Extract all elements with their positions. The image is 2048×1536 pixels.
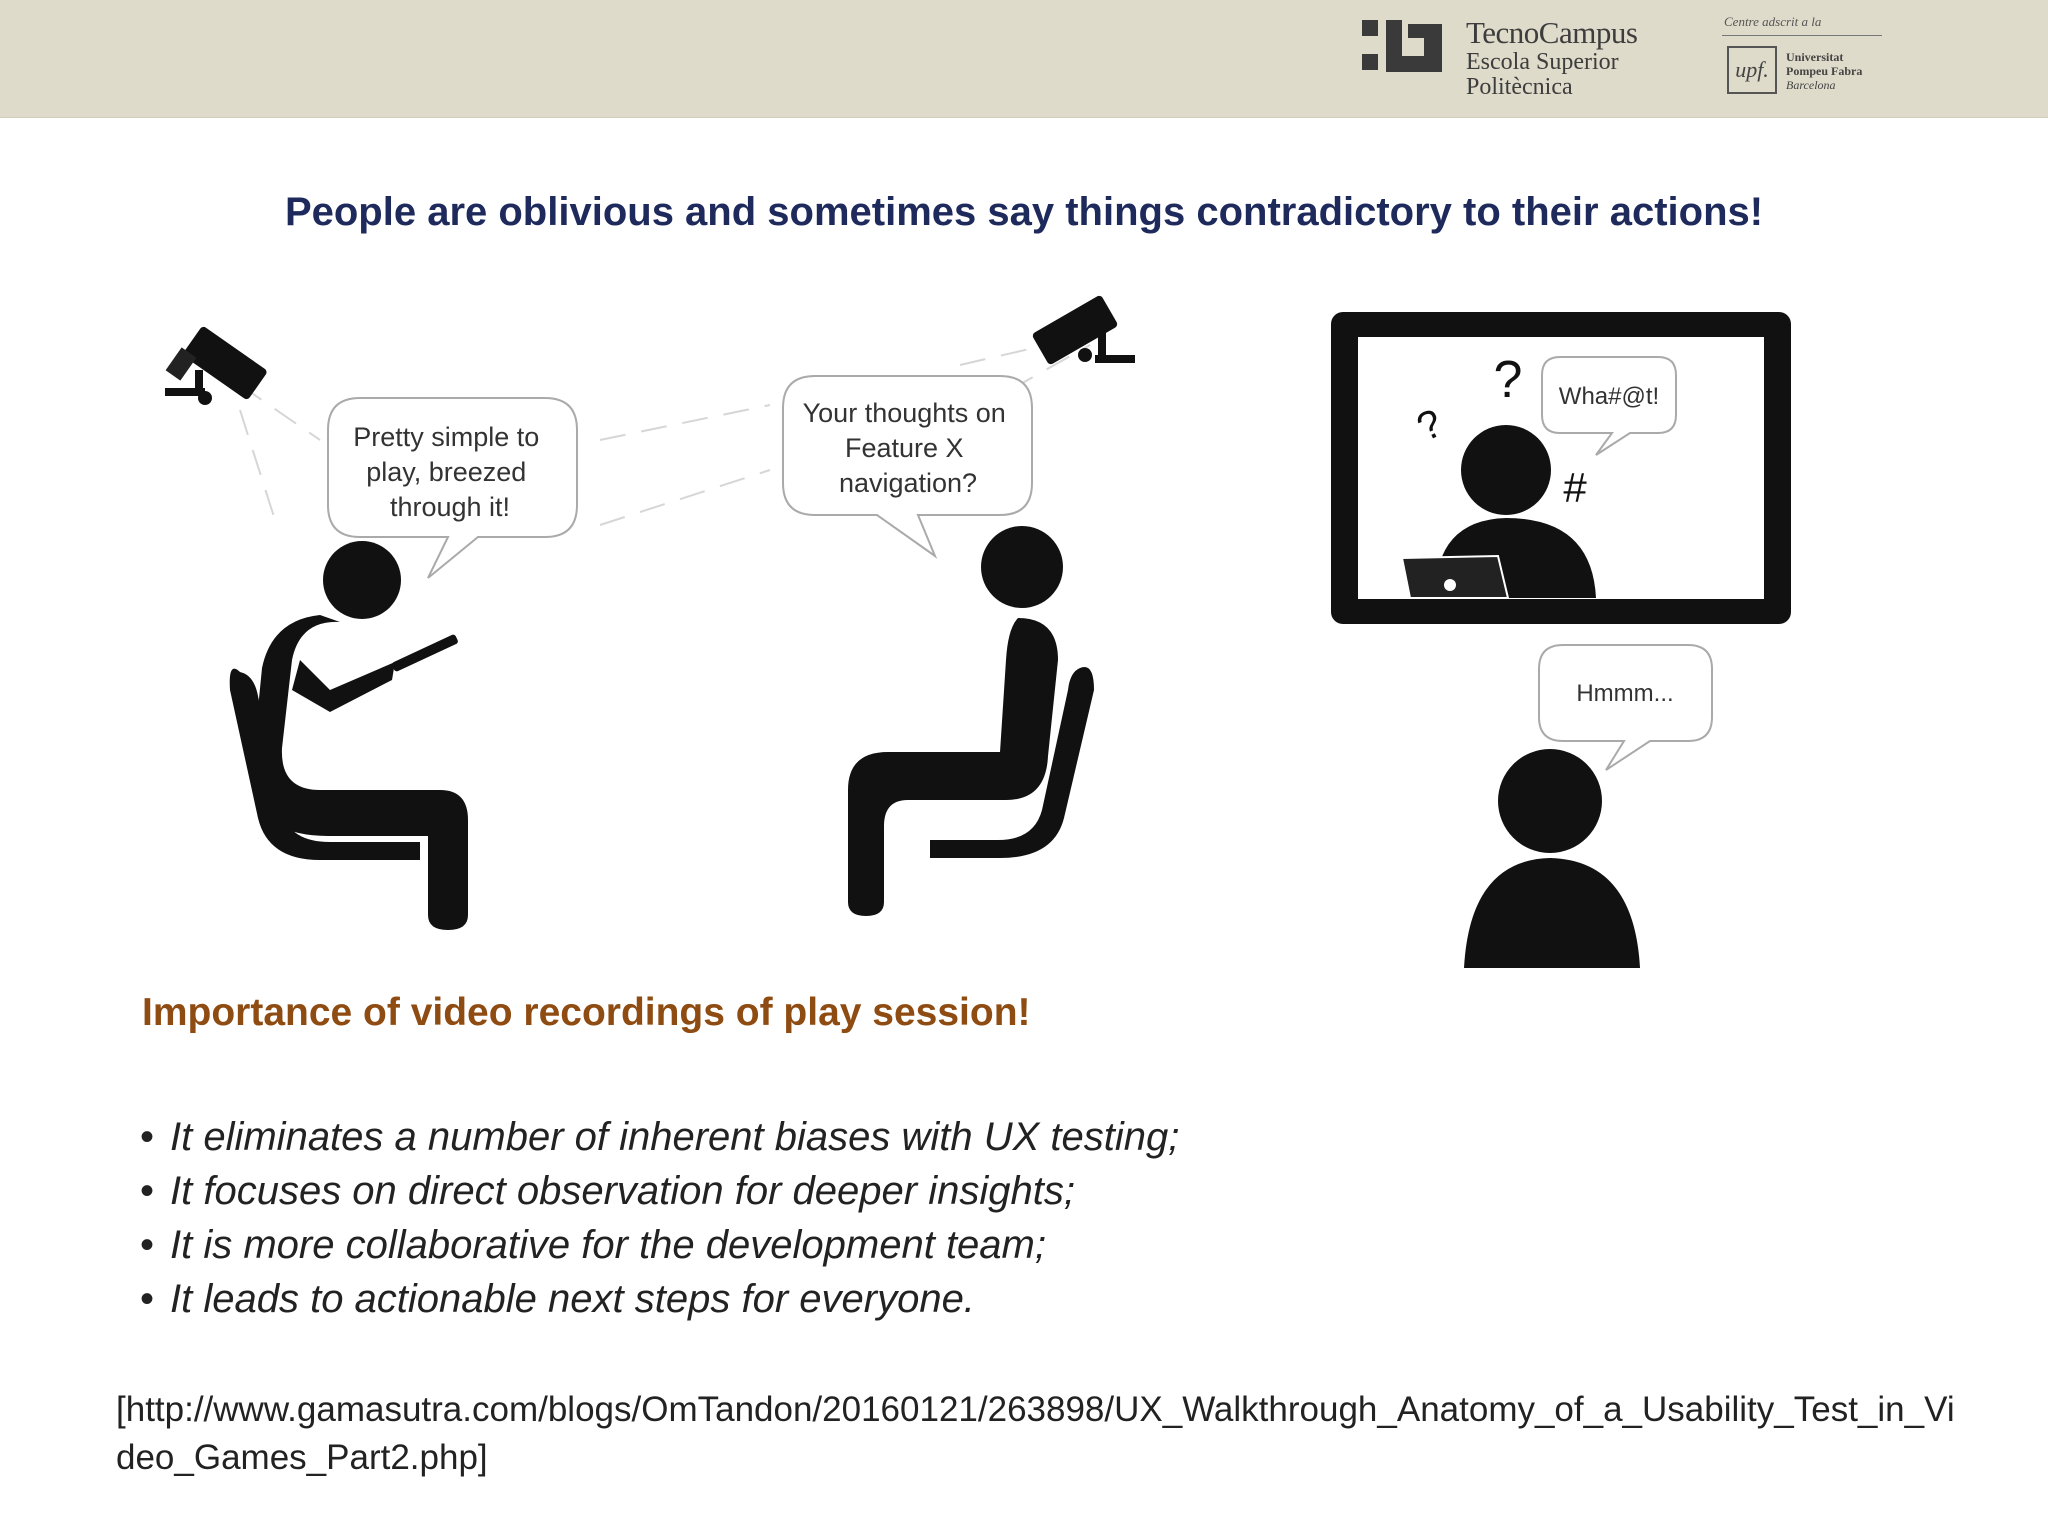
question-mark-1: ?	[1493, 351, 1523, 409]
observer-figure-icon	[1464, 749, 1640, 968]
list-item	[140, 1218, 1179, 1272]
section-subheading: Importance of video recordings of play session!	[142, 991, 1031, 1034]
bullet-text: It is more collaborative for the development team;	[170, 1223, 1046, 1267]
slide-title: People are oblivious and sometimes say things contradictory to their actions!	[284, 190, 1764, 234]
bullet-marker: •	[140, 1277, 155, 1321]
hash-symbol: #	[1563, 464, 1587, 511]
tc-line-3: Politècnica	[1466, 74, 1573, 100]
seated-researcher-figure-icon	[848, 526, 1094, 916]
video-monitor	[1331, 312, 1791, 624]
reference-link[interactable]: [http://www.gamasutra.com/blogs/OmTandon/20160121/263898/UX_Walkthrough_Anatomy_of_a_Usability_Test_in_Video_Games_Part2.php]	[116, 1390, 1955, 1477]
bubble1-line3: through it!	[389, 492, 511, 522]
bubble4-text: Hmmm...	[1576, 680, 1674, 707]
list-item	[140, 1272, 1179, 1326]
bullet-text: It leads to actionable next steps for everyone.	[170, 1277, 975, 1321]
bullet-text: It focuses on direct observation for deeper insights;	[170, 1169, 1075, 1213]
upf-line-1: Universitat	[1786, 50, 1844, 64]
bubble1-line2: play, breezed	[366, 457, 527, 487]
security-camera-left-icon	[165, 325, 268, 405]
question-mark-2: ?	[1410, 400, 1450, 451]
bullet-marker: •	[140, 1223, 155, 1267]
bubble2-line2: Feature X	[844, 433, 964, 463]
list-item	[140, 1164, 1179, 1218]
bullet-marker: •	[140, 1115, 155, 1159]
upf-logo-icon: upf.	[1727, 46, 1777, 94]
bubble2-line3: navigation?	[838, 468, 978, 498]
upf-line-3: Barcelona	[1786, 78, 1836, 92]
bullet-list	[140, 1110, 1179, 1326]
tc-name: TecnoCampus	[1466, 15, 1638, 50]
bubble2-line1: Your thoughts on	[802, 398, 1006, 428]
upf-caption: Centre adscrit a la	[1724, 14, 1822, 29]
bubble3-text: Wha#@t!	[1558, 383, 1660, 410]
security-camera-right-icon	[1031, 294, 1135, 365]
seated-player-figure-icon	[230, 541, 468, 930]
bullet-text: It eliminates a number of inherent biases with UX testing;	[170, 1115, 1180, 1159]
bullet-marker: •	[140, 1169, 155, 1213]
speech-bubble-researcher	[783, 376, 1032, 556]
upf-line-2: Pompeu Fabra	[1786, 64, 1863, 78]
bubble1-line1: Pretty simple to	[353, 422, 540, 452]
list-item	[140, 1110, 1179, 1164]
tc-line-2: Escola Superior	[1466, 49, 1619, 75]
